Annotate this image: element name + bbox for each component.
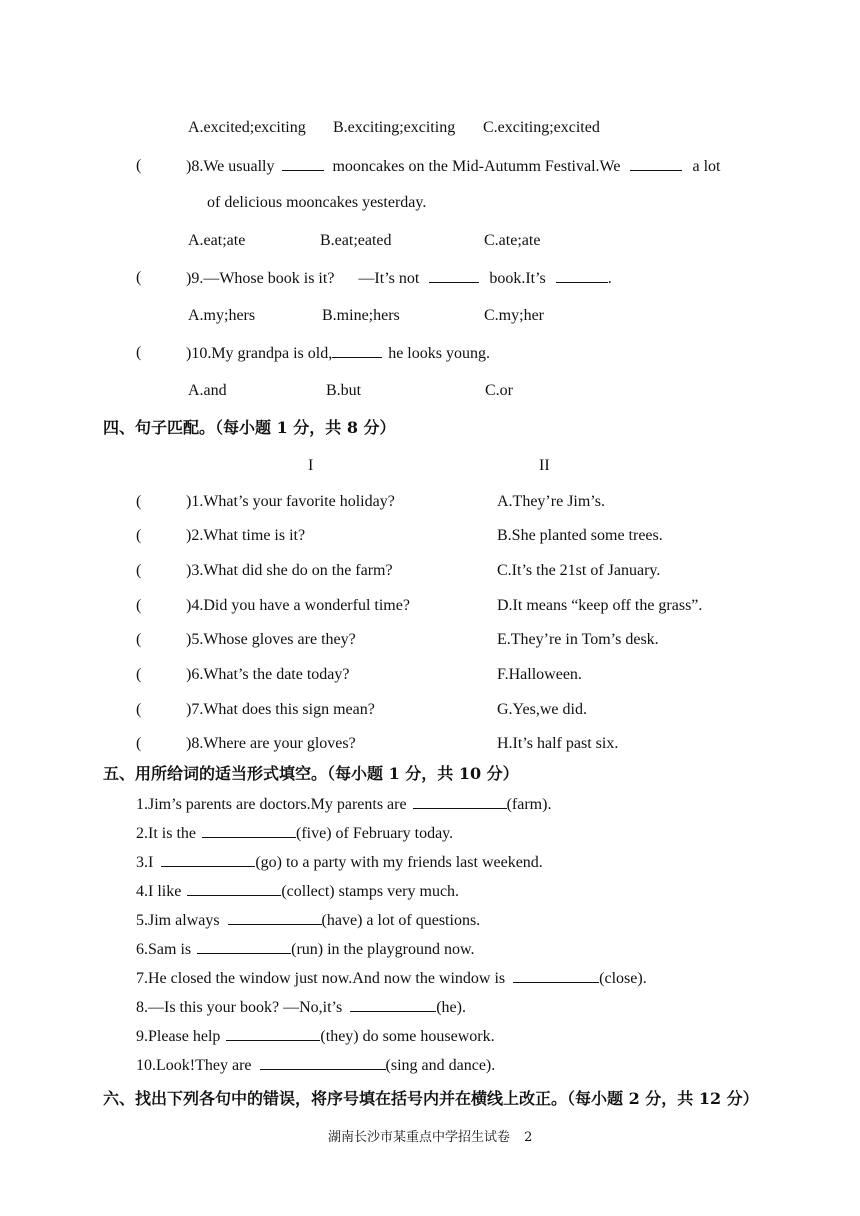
q9-question (186, 268, 612, 289)
fill-blank[interactable] (260, 1055, 386, 1070)
fill-item-4 (136, 881, 459, 902)
match-question-4: )4.Did you have a wonderful time? (186, 597, 410, 614)
fill-blank[interactable] (413, 794, 507, 809)
q10-option-a: A.and (188, 382, 227, 399)
match-answer-3: C.It’s the 21st of January. (497, 562, 661, 579)
fill-item-3 (136, 852, 543, 873)
q9-option-c: C.my;her (484, 307, 544, 324)
fill-blank[interactable] (202, 823, 296, 838)
match-question-7: )7.What does this sign mean? (186, 701, 375, 718)
fill-item-hint: (go) to a party with my friends last weekend. (255, 854, 543, 871)
fill-item-hint: (he). (436, 999, 466, 1016)
match-paren-7: ( (136, 701, 142, 718)
match-answer-6: F.Halloween. (497, 666, 582, 683)
match-answer-1: A.They’re Jim’s. (497, 493, 605, 510)
match-question-2: )2.What time is it? (186, 527, 306, 544)
fill-item-1 (136, 794, 551, 815)
section4-column-i: I (308, 457, 314, 474)
fill-item-hint: (they) do some housework. (320, 1028, 495, 1045)
fill-item-text: 6.Sam is (136, 941, 192, 958)
q9-blank-1[interactable] (429, 268, 479, 283)
fill-item-hint: (sing and dance). (385, 1057, 496, 1074)
match-question-1: )1.What’s your favorite holiday? (186, 493, 395, 510)
q8-middle: mooncakes on the Mid-Autumm Festival.We (332, 158, 621, 175)
fill-item-text: 10.Look!They are (136, 1057, 252, 1074)
fill-item-hint: (close). (599, 970, 647, 987)
fill-item-text: 1.Jim’s parents are doctors.My parents are (136, 796, 407, 813)
fill-item-7 (136, 968, 647, 989)
section5-title: 五、用所给词的适当形式填空。（每小题 1 分，共 10 分） (103, 764, 519, 783)
q7-option-b: B.exciting;exciting (333, 119, 456, 136)
q9-middle: —It’s not (358, 270, 420, 287)
q10-option-b: B.but (326, 382, 362, 399)
match-paren-3: ( (136, 562, 142, 579)
q9-number: )9.—Whose book is it? (186, 270, 335, 287)
q7-option-c: C.exciting;excited (483, 119, 600, 136)
q9-end: . (607, 270, 612, 287)
q7-option-a: A.excited;exciting (188, 119, 306, 136)
q8-option-c: C.ate;ate (484, 232, 541, 249)
match-answer-7: G.Yes,we did. (497, 701, 587, 718)
match-answer-2: B.She planted some trees. (497, 527, 663, 544)
fill-item-hint: (run) in the playground now. (291, 941, 475, 958)
fill-item-2 (136, 823, 453, 844)
fill-item-6 (136, 939, 475, 960)
q10-number: )10.My grandpa is old, (186, 345, 333, 362)
match-answer-5: E.They’re in Tom’s desk. (497, 631, 659, 648)
section4-column-ii: II (539, 457, 550, 474)
q10-end: he looks young. (388, 345, 490, 362)
fill-item-8 (136, 997, 466, 1018)
fill-item-text: 5.Jim always (136, 912, 220, 929)
match-paren-4: ( (136, 597, 142, 614)
q8-blank-1[interactable] (282, 156, 324, 171)
q10-question (186, 343, 490, 364)
fill-blank[interactable] (187, 881, 281, 896)
match-question-8: )8.Where are your gloves? (186, 735, 356, 752)
match-paren-8: ( (136, 735, 142, 752)
fill-item-10 (136, 1055, 495, 1076)
fill-item-hint: (five) of February today. (296, 825, 454, 842)
fill-blank[interactable] (197, 939, 291, 954)
fill-blank[interactable] (226, 1026, 320, 1041)
q10-answer-paren: ( (136, 344, 142, 361)
q9-option-b: B.mine;hers (322, 307, 400, 324)
q9-answer-paren: ( (136, 269, 142, 286)
q8-continuation: of delicious mooncakes yesterday. (207, 194, 427, 211)
fill-blank[interactable] (513, 968, 599, 983)
q8-number: )8.We usually (186, 158, 275, 175)
q9-option-a: A.my;hers (188, 307, 256, 324)
match-answer-8: H.It’s half past six. (497, 735, 619, 752)
q8-question (186, 156, 720, 177)
q8-answer-paren: ( (136, 157, 142, 174)
fill-item-text: 3.I (136, 854, 154, 871)
q8-end: a lot (692, 158, 721, 175)
page-footer (328, 1128, 532, 1148)
section6-title: 六、找出下列各句中的错误，将序号填在括号内并在横线上改正。（每小题 2 分，共 12 分） (103, 1089, 759, 1108)
match-answer-4: D.It means “keep off the grass”. (497, 597, 703, 614)
match-question-3: )3.What did she do on the farm? (186, 562, 393, 579)
fill-item-text: 2.It is the (136, 825, 196, 842)
q10-option-c: C.or (485, 382, 513, 399)
fill-item-text: 9.Please help (136, 1028, 221, 1045)
fill-item-9 (136, 1026, 495, 1047)
q10-blank[interactable] (332, 343, 382, 358)
q8-blank-2[interactable] (630, 156, 682, 171)
match-question-6: )6.What’s the date today? (186, 666, 350, 683)
fill-item-hint: (collect) stamps very much. (281, 883, 460, 900)
fill-blank[interactable] (228, 910, 322, 925)
q9-middle-2: book.It’s (489, 270, 546, 287)
q9-blank-2[interactable] (556, 268, 608, 283)
match-paren-5: ( (136, 631, 142, 648)
footer-title: 湖南长沙市某重点中学招生试卷 (328, 1130, 511, 1145)
fill-item-text: 7.He closed the window just now.And now the window is (136, 970, 506, 987)
section4-title: 四、句子匹配。（每小题 1 分，共 8 分） (103, 418, 396, 437)
q8-option-b: B.eat;eated (320, 232, 392, 249)
match-paren-1: ( (136, 493, 142, 510)
fill-blank[interactable] (350, 997, 436, 1012)
fill-item-hint: (have) a lot of questions. (321, 912, 481, 929)
fill-item-5 (136, 910, 480, 931)
match-paren-2: ( (136, 527, 142, 544)
fill-item-hint: (farm). (506, 796, 552, 813)
fill-blank[interactable] (161, 852, 255, 867)
fill-item-text: 4.I like (136, 883, 182, 900)
page-number: 2 (524, 1130, 533, 1145)
match-paren-6: ( (136, 666, 142, 683)
q8-option-a: A.eat;ate (188, 232, 246, 249)
fill-item-text: 8.—Is this your book? —No,it’s (136, 999, 343, 1016)
match-question-5: )5.Whose gloves are they? (186, 631, 356, 648)
